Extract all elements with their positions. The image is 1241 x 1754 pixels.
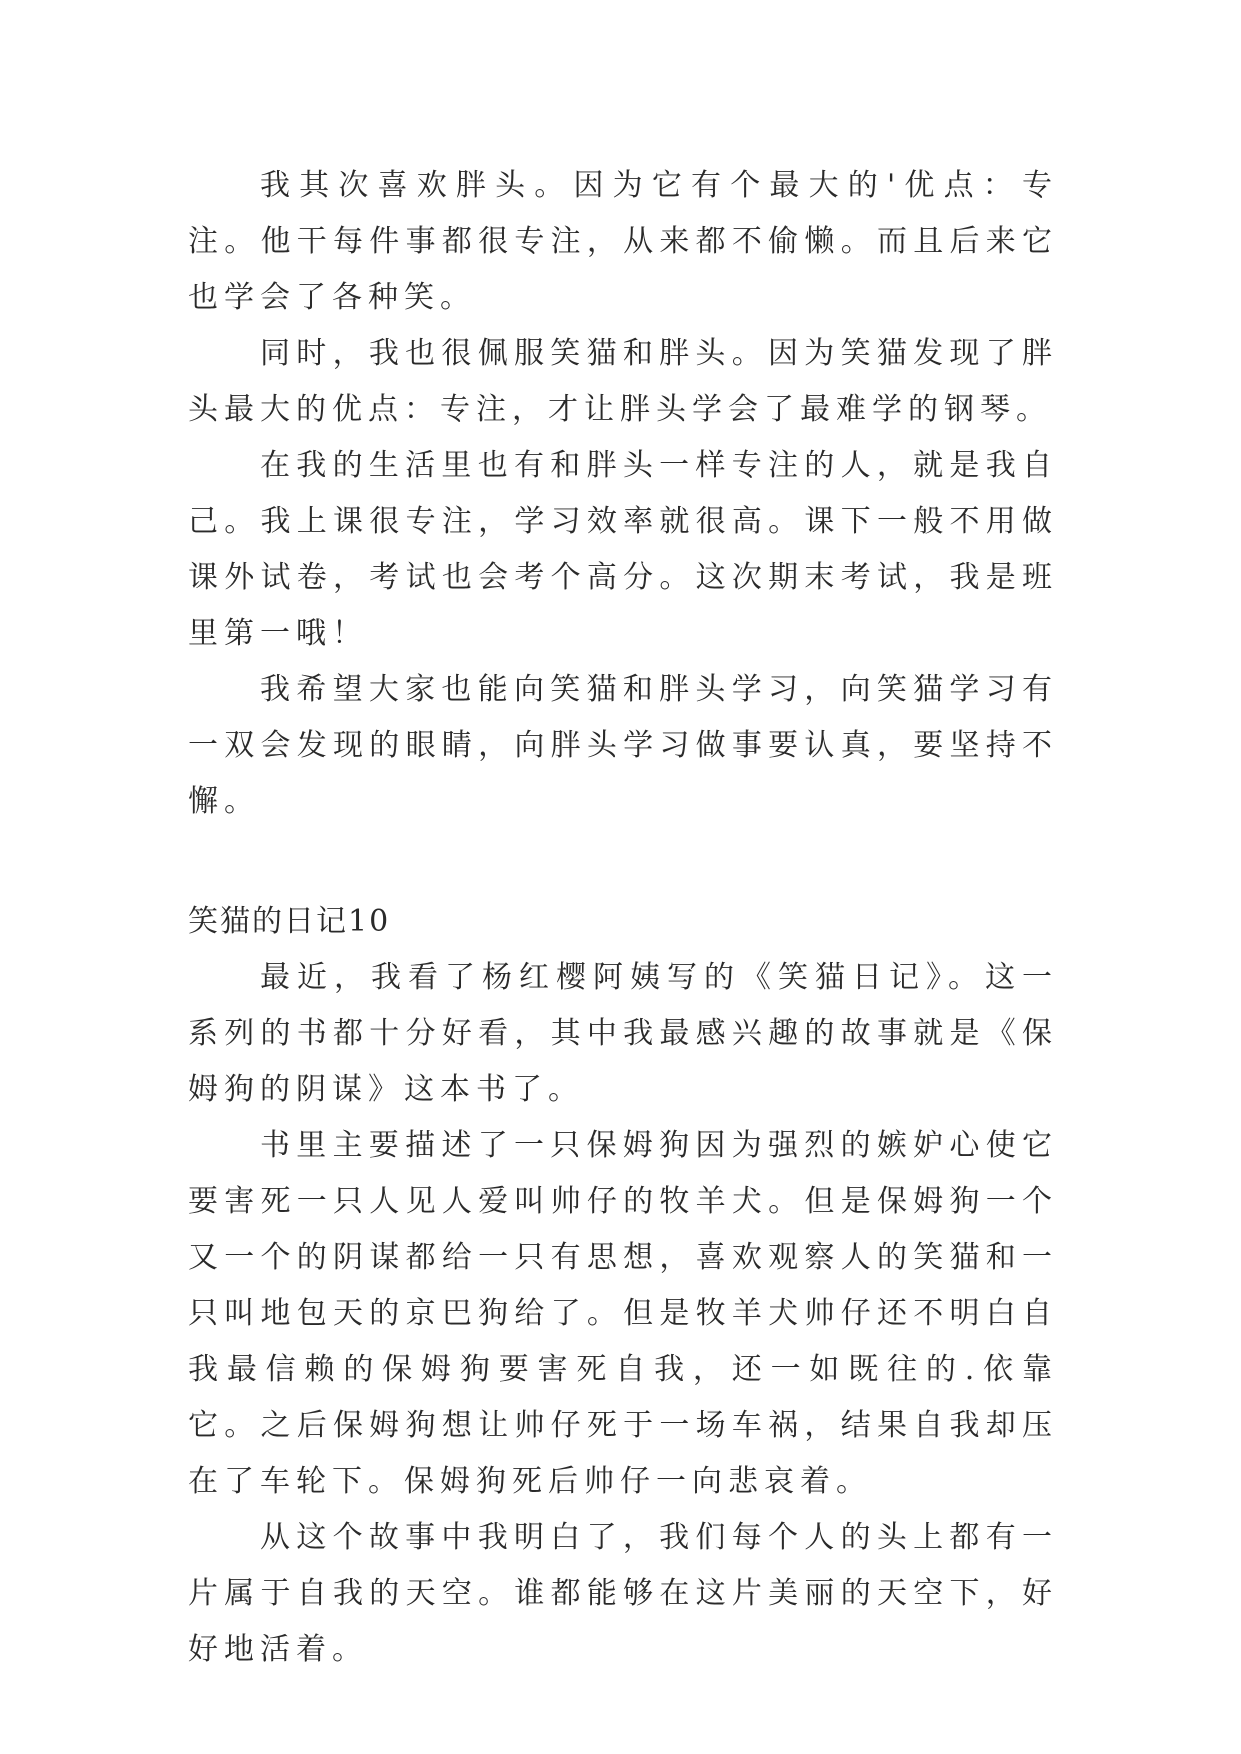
paragraph-story-summary: 书里主要描述了一只保姆狗因为强烈的嫉妒心使它要害死一只人见人爱叫帅仔的牧羊犬。但是保姆狗一个又一个的阴谋都给一只有思想，喜欢观察人的笑猫和一只叫地包天的京巴狗给了。但是牧羊犬帅仔还不明白自我最信赖的保姆狗要害死自我，还一如既往的.依靠它。之后保姆狗想让帅仔死于一场车祸，结果自我却压在了车轮下。保姆狗死后帅仔一向悲哀着。 xyxy=(188,1128,1058,1499)
paragraph-lesson: 从这个故事中我明白了，我们每个人的头上都有一片属于自我的天空。谁都能够在这片美丽的天空下，好好地活着。 xyxy=(188,1520,1058,1667)
paragraph-recently-read: 最近，我看了杨红樱阿姨写的《笑猫日记》。这一系列的书都十分好看，其中我最感兴趣的故事就是《保姆狗的阴谋》这本书了。 xyxy=(188,960,1058,1107)
document-body xyxy=(188,158,1058,1678)
paragraph-admire: 同时，我也很佩服笑猫和胖头。因为笑猫发现了胖头最大的优点：专注，才让胖头学会了最难学的钢琴。 xyxy=(188,336,1058,427)
paragraph-my-life: 在我的生活里也有和胖头一样专注的人，就是我自己。我上课很专注，学习效率就很高。课下一般不用做课外试卷，考试也会考个高分。这次期末考试，我是班里第一哦！ xyxy=(188,448,1058,651)
paragraph-favorite-pangtou: 我其次喜欢胖头。因为它有个最大的'优点：专注。他干每件事都很专注，从来都不偷懒。而且后来它也学会了各种笑。 xyxy=(188,168,1058,315)
section-title: 笑猫的日记10 xyxy=(188,904,391,939)
paragraph-hope: 我希望大家也能向笑猫和胖头学习，向笑猫学习有一双会发现的眼睛，向胖头学习做事要认真，要坚持不懈。 xyxy=(188,672,1058,819)
